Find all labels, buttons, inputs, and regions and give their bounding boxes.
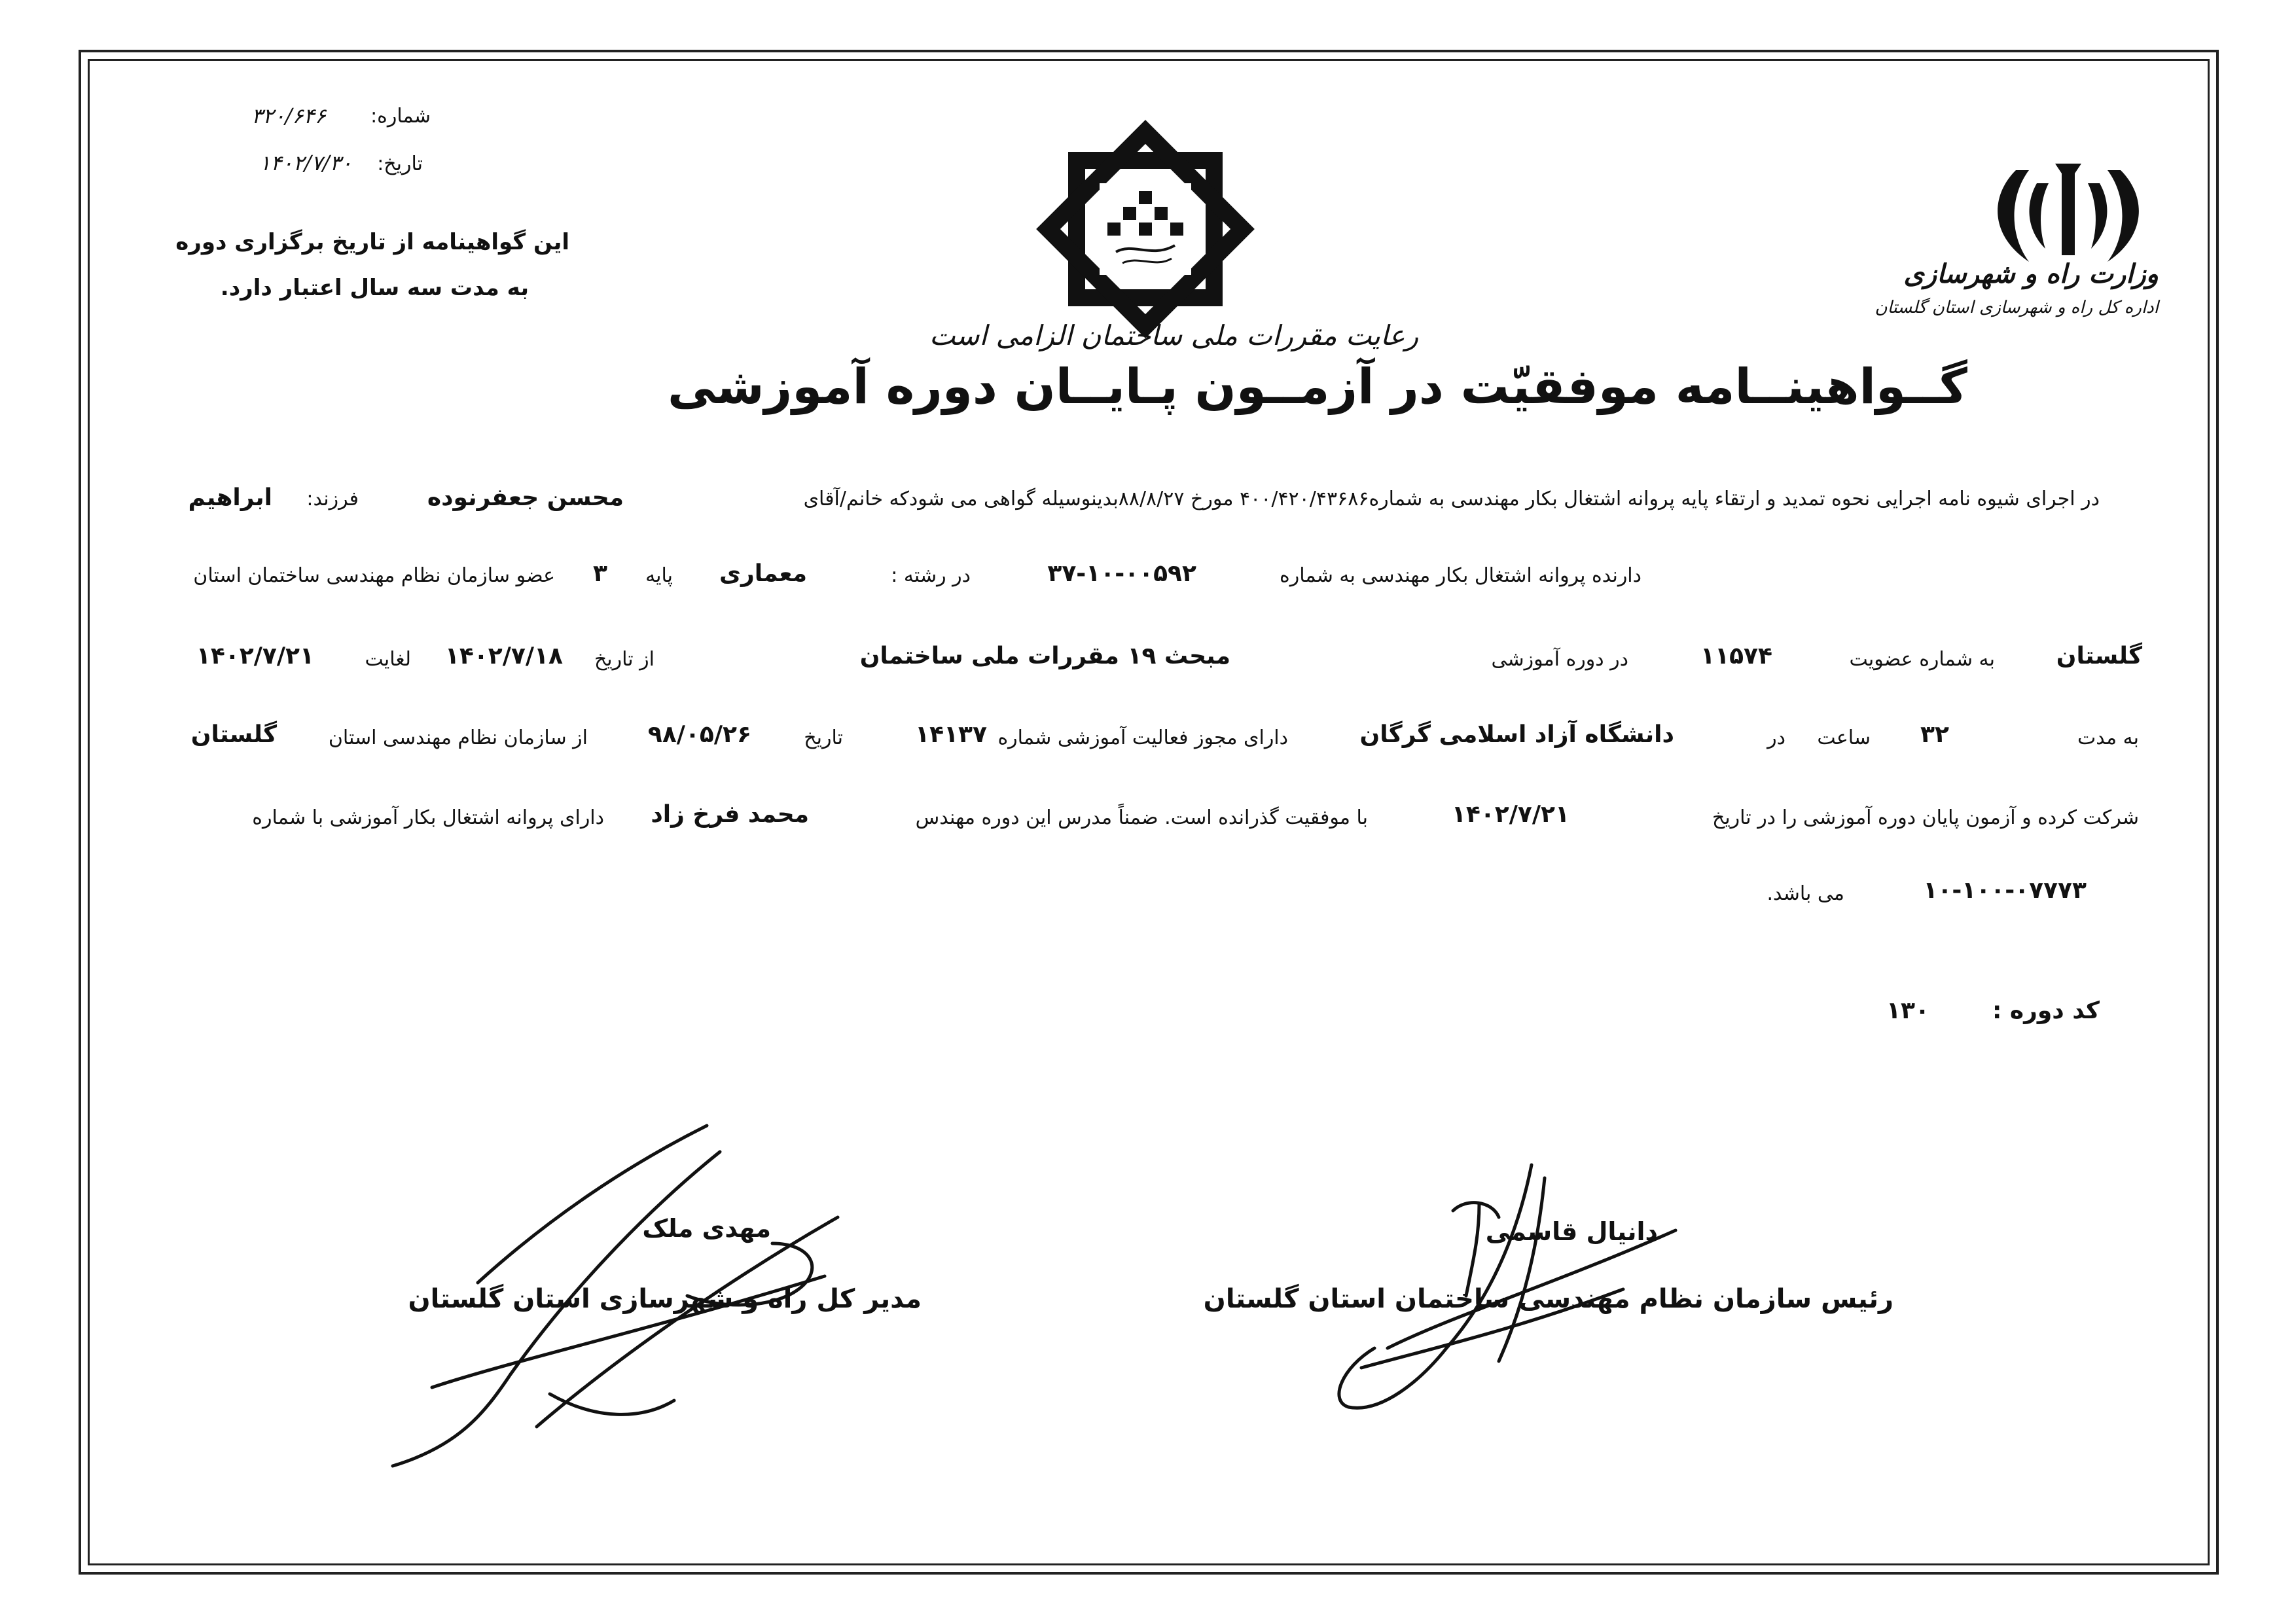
preamble-text: در اجرای شیوه نامه اجرایی نحوه تمدید و ارتقاء پایه پروانه اشتغال بکار مهندسی به شماره۴۰۰/۴۲۰/۴۳۶۸۶ مورخ ۸۸/۸/۲۷بدینوسیله گواهی می شودکه خانم/آقای [803,488,2100,510]
license-label: دارنده پروانه اشتغال بکار مهندسی به شماره [1280,564,1641,587]
exam-date: ۱۴۰۲/۷/۲۱ [1451,801,1570,828]
ministry-name: وزارت راه و شهرسازی [1903,259,2159,289]
course-code-label: کد دوره : [1992,997,2100,1024]
hours-label: ساعت [1817,726,1871,749]
date-value: ۱۴۰۲/۷/۳۰ [259,151,352,175]
number-value: ۳۲۰/۶۴۶ [251,103,326,128]
course-label: در دوره آموزشی [1491,648,1628,671]
duration-label: به مدت [2077,726,2139,749]
to-date-label: لغایت [365,648,411,671]
permit-date: ۹۸/۰۵/۲۶ [647,721,751,748]
membership-label: به شماره عضویت [1849,648,1995,671]
right-handwritten-signature [1283,1152,1741,1433]
holder-name: محسن جعفرنوده [427,484,624,511]
date-label: تاریخ: [377,152,423,175]
exam-label: شرکت کرده و آزمون پایان دوره آموزشی را در تاریخ [1712,806,2139,829]
emblem-caption: رعایت مقررات ملی ساختمان الزامی است [929,319,1419,351]
certificate-title: گــواهینــامه موفقیّت در آزمــون پـایــان دوره آموزشی [668,359,1967,415]
number-label: شماره: [370,105,431,128]
member-label: عضو سازمان نظام مهندسی ساختمان استان [193,564,555,587]
father-name: ابراهیم [188,484,272,511]
left-signatory-name: مهدی ملک [642,1214,771,1243]
membership-number: ۱۱۵۷۴ [1700,643,1772,669]
child-of-label: فرزند: [306,488,359,510]
right-signatory-title: رئیس سازمان نظام مهندسی ساختمان استان گلستان [1203,1284,1893,1314]
left-signatory-title: مدیر کل راه و شهرسازی استان گلستان [408,1284,922,1314]
institute-name: دانشگاه آزاد اسلامی گرگان [1359,721,1674,748]
validity-note-line1: این گواهینامه از تاریخ برگزاری دوره [175,229,569,255]
engineering-organization-logo-icon [1054,137,1237,321]
instructor-name: محمد فرخ زاد [651,801,809,828]
passed-label: با موفقیت گذرانده است. ضمناً مدرس این دوره مهندس [915,806,1368,829]
grade-value: ۳ [593,560,607,587]
validity-note-line2: به مدت سه سال اعتبار دارد. [220,275,529,301]
instructor-license-number: ۱۰-۱۰۰-۰۷۷۷۳ [1923,877,2087,904]
left-handwritten-signature [380,1113,995,1479]
in-label: در [1767,726,1785,749]
permit-label: دارای مجوز فعالیت آموزشی شماره [997,726,1288,749]
member-province: گلستان [2056,643,2142,669]
grade-label: پایه [645,564,673,587]
permit-province: گلستان [190,721,277,748]
course-code: ۱۳۰ [1886,997,1929,1024]
duration-value: ۳۲ [1920,721,1949,748]
course-name: مبحث ۱۹ مقررات ملی ساختمان [859,643,1230,669]
from-date-label: از تاریخ [594,648,655,671]
instructor-license-label: دارای پروانه اشتغال بکار آموزشی با شماره [252,806,604,829]
iran-emblem-icon [1990,157,2147,268]
right-signatory-name: دانیال قاسمی [1485,1217,1658,1246]
permit-date-label: تاریخ [804,726,843,749]
permit-number: ۱۴۱۳۷ [915,721,987,748]
permit-org-label: از سازمان نظام مهندسی استان [328,726,588,749]
field-label: در رشته : [891,564,971,587]
license-number: ۳۷-۱۰-۰۰۵۹۲ [1047,560,1196,587]
from-date: ۱۴۰۲/۷/۱۸ [444,643,563,669]
ministry-office: اداره کل راه و شهرسازی استان گلستان [1874,298,2159,317]
field-value: معماری [719,560,807,587]
to-date: ۱۴۰۲/۷/۲۱ [196,643,314,669]
is-label: می باشد. [1767,882,1844,905]
